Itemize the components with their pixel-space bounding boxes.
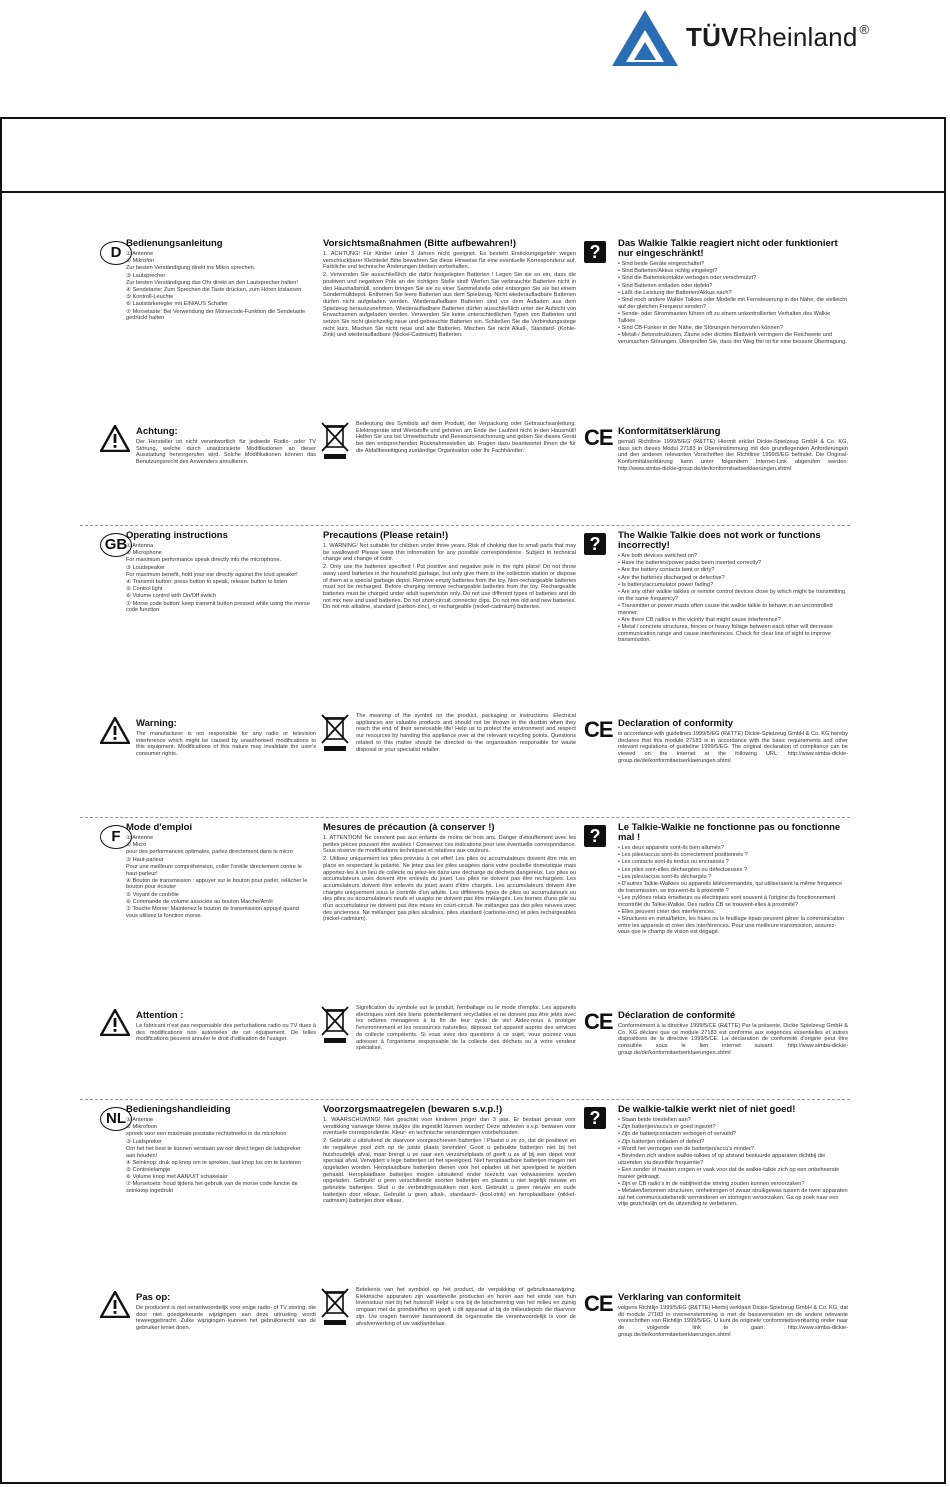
instruction-item: ⑦ Morsetaste: Bei Verwendung der Morsecode-Funktion die Sendetaste gedrückt halten [126, 308, 306, 322]
troubleshooting-item: • Sind Batterien entladen oder defekt? [618, 282, 713, 289]
troubleshooting-item: • Staan beide toestellen aan? [618, 1117, 691, 1123]
troubleshooting [618, 823, 848, 937]
warning-triangle-icon [100, 717, 130, 744]
declaration-of-conformity [618, 427, 848, 474]
disposal-notice [356, 713, 576, 754]
declaration-of-conformity [618, 1011, 848, 1058]
conformity-title: Konformitätserklärung [618, 426, 721, 437]
crossed-bin-icon [320, 1005, 350, 1045]
instruction-item: ⑦ Morsetoets: houd tijdens het gebruik van de morse code functie de seinknop ingedrukt [126, 1181, 298, 1195]
crossed-bin-icon [320, 713, 350, 753]
troubleshooting [618, 531, 848, 645]
troubleshooting-title: The Walkie Talkie does not work or functions incorrectly! [618, 530, 821, 551]
troubleshooting-item: • D'autres Talkie-Walkies ou appareils télécommandés, qui utiliseraient la même fréquence de transmission, se trouvent-ils à proximité ? [618, 881, 843, 894]
language-section-gb [80, 529, 850, 814]
instruction-item: Zur besten Verständigung das Ohr direkt an den Lautsprecher halten! [126, 279, 298, 286]
troubleshooting-item: • Structures en métal/béton, les haies ou le feuillage épais peuvent gêner la communication entre les appareils et créer des interférences. Pour une meilleure transmission, assurez-vous que le champ de vision est dégagé. [618, 916, 845, 936]
troubleshooting-item: • Are the battery contacts bent or dirty? [618, 567, 715, 574]
warning-title: Achtung: [136, 426, 178, 437]
instruction-item: ② Mikrofon [126, 258, 155, 265]
troubleshooting [618, 1105, 848, 1209]
instruction-item: ⑤ Controlelampje [126, 1166, 171, 1173]
troubleshooting-item: • Metal / concrete structures, fences or heavy foliage between each other will decrease communication range and cause interferences. Check for clear line of sight to improve transmission. [618, 624, 833, 644]
troubleshooting-item: • Wordt het vermogen van de batterijen/accu's minder? [618, 1145, 755, 1152]
troubleshooting-item: • Sind CB-Funker in der Nähe, die Störungen hervorrufen können? [618, 324, 783, 331]
tuv-triangle-logo-icon [610, 8, 680, 68]
troubleshooting-item: • Are both devices switched on? [618, 553, 698, 559]
ce-mark-icon: CE [584, 1009, 613, 1034]
warning-title: Pas op: [136, 1292, 171, 1303]
troubleshooting-title: Le Talkie-Walkie ne fonctionne pas ou fonctionne mal ! [618, 822, 841, 843]
troubleshooting-item: • Are any other walkie talkies or remote control devices close by which might be transmitting on the same frequency? [618, 589, 846, 602]
question-icon: ? [584, 825, 606, 847]
country-code-badge: F [100, 825, 132, 849]
instruction-item: ⑤ Kontroll-Leuchte [126, 294, 174, 301]
instruction-item: ⑥ Volume control with On/Off switch [126, 593, 217, 600]
instruction-item: ② Microphone [126, 550, 162, 557]
instruction-item: ③ Haut-parleur [126, 856, 164, 863]
troubleshooting-title: De walkie-talkie werkt niet of niet goed! [618, 1104, 796, 1115]
troubleshooting-item: • Zijn batterijen ontladen of defect? [618, 1138, 705, 1145]
brand-name: TÜVRheinland ® [686, 22, 870, 52]
operating-instructions [126, 239, 311, 323]
instruction-item: ③ Lautsprecher [126, 272, 166, 279]
operating-instructions [126, 531, 311, 615]
instruction-item: ④ Sendetaste: Zum Sprechen die Taste drücken, zum Hören loslassen [126, 287, 302, 294]
document-frame-header [2, 119, 944, 193]
troubleshooting-item: • Les piles/accus sont-ils correctement positionnés ? [618, 852, 748, 859]
declaration-of-conformity [618, 1293, 848, 1340]
country-code-badge: GB [100, 533, 132, 557]
instruction-item: ⑥ Lautstärkeregler mit EIN/AUS Schalter [126, 301, 229, 308]
instruction-item: Om het het best te kunnen verstaan uw oor direct tegen de luidspreker aan houden! [126, 1145, 301, 1159]
disposal-notice [356, 421, 576, 456]
section-divider [80, 817, 850, 818]
troubleshooting-item: • Metall-/ Betonstrukturen, Zäune oder dichtes Blattwerk verringern die Reichweite und verursachen Störungen. Überprüfen Sie, dass der Weg frei ist für eine bessere Übertragung. [618, 332, 847, 345]
operating-instructions [126, 823, 311, 920]
precautions-title: Vorsichtsmaßnahmen (Bitte aufbewahren!) [323, 238, 517, 249]
instruction-item: Pour une meilleure compréhension, coller l'oreille directement contre le haut-parleur! [126, 863, 302, 877]
instruction-item: ⑦ Touche Morse: Maintenez le bouton de transmission appuyé quand vous utilisez la fonction morse. [126, 906, 299, 919]
section-divider [80, 1099, 850, 1100]
precaution-item: 1. WARNING! Not suitable for children under three years. Risk of choking due to small parts that may be swallowed! Please keep this information for any possible correspondence. Subject to technical change and change of color. [323, 543, 576, 563]
warning-text: The manufacturer is not responsible for any radio or television interference which might be caused by unauthorised modifications to this equipment. Modifications of this nature may invalidate the user's consumer rights. [136, 731, 316, 758]
conformity-title: Declaration of conformity [618, 718, 734, 729]
precaution-item: 2. Utilisez uniquement les piles prévues à cet effet! Les piles ou accumulateurs doivent être mis en place en respectant la polarité. Ne jetez pas les piles usagées dans votre poubelle domestique mais apportez-les à un lieu de collecte ou jetez-les dans une décharge de déchets dangereux. Les piles ou accumulateurs usés doivent être enlevés du jouet. Les piles ne doivent pas être rechargées. Les accumulateurs doivent être enlevés du jouet avant d'être chargés. Les accumulateurs doivent être chargés uniquement sous le contrôle d'un adulte. Les différents types de piles ou accumulateurs ou des piles ou accumulateurs neufs et usagés ne doivent pas être mélangés. Les bornes d'une pile ou d'un accumulateur ne doivent pas être mises en court-circuit. Ne mélangez pas des piles neuves avec des anciennes. Ne mélangez pas piles alcalines, piles standard (carbone-zinc) et piles rechargeables (nickel-cadmium). [323, 856, 576, 923]
precautions [323, 531, 576, 612]
troubleshooting-item: • Een zender of masten zorgen er vaak voor dat de walkie-talkie zich op een onbeheerste manier gedraagt. [618, 1166, 840, 1180]
troubleshooting-item: • Les piles sont-elles déchargées ou défectueuses ? [618, 866, 748, 873]
instructions-title: Mode d'emploi [126, 822, 193, 833]
warning-notice [136, 427, 316, 467]
instruction-item: spreek voor een maximale prestatie rechtstreeks in de microfoon [126, 1131, 287, 1138]
conformity-text: in accordance with guidelines 1999/5/EG (R&TTE) Dickie-Spielzeug GmbH & Co. KG hereby declares that this module 27183 is in accordance with the basic requirements and other relevant regulations of guideline 1999/5/EG. The original declaration of compliance can be viewed on the Internet at the following URL: http://www.simba-dickie-group.de/de/konformitaetserklaerungen.shtml [618, 731, 848, 764]
troubleshooting-item: • Are there CB radios in the vicinity that might cause interference? [618, 616, 781, 623]
disposal-text: Bedeutung des Symbols auf dem Produkt, der Verpackung oder Gebrauchsanleitung. Elektrogeräte sind Wertstoffe und gehören am Ende der Laufzeit nicht in den Hausmüll! Helfen Sie uns bei Umweltschutz und Ressourcenschonung und geben Sie dieses Gerät bei den entsprechenden Rücknahmestellen ab. Fragen dazu beantwortet Ihnen die für die Abfallbeseitigung zuständige Organisation oder Ihr Fachhändler. [356, 421, 576, 454]
conformity-text: gemäß Richtlinie 1999/5/EG (R&TTE) Hiermit erklärt Dickie-Spielzeug GmbH & Co. KG, dass sich dieses Modul 27183 in Übereinstimmung mit den grundlegenden Anforderungen und den anderen relevanten Vorschriften der Richtlinie 1999/5/EG befindet. Die Original-Konformitätserklärung kann unter folgendem Internet-Link abgerufen werden: http://www.simba-dickie-group.de/de/konformitaetserklaerungen.shtml [618, 439, 848, 472]
instruction-item: ① Antenne [126, 835, 154, 841]
precautions-title: Mesures de précaution (à conserver !) [323, 822, 495, 833]
precaution-item: 2. Only use the batteries specified ! Put positive and negative pole in the right place! Do not throw away used batteries in the household garbage, but only give them to the collection station or dispose of them at a special garbage depot. Remove empty batteries from the toy. Non-rechargeable batteries must not be recharged. Before charging remove rechargeable batteries from the toy. Rechargeable batteries must be charged under adult supervision only. Do not use different types of batteries and do not mix new and used batteries. Do not short-circuit connecter clips. Do not mix old and new batteries. Do not mix alkaline, standard (carbon-zinc), or rechargeable (nickel-cadmium) batteries. [323, 564, 576, 611]
instruction-item: ⑤ Control light [126, 586, 163, 593]
troubleshooting-item: • Sind noch andere Walkie Talkies oder Modelle mit Fernsteuerung in der Nähe, die vielleicht auf der gleichen Frequenz senden? [618, 297, 847, 310]
warning-text: Der Hersteller ist nicht verantwortlich für jedwede Radio- oder TV Störung, welche durch unautorisierte Modifikationen an dieser Ausstattung hervorgerufen wird. Solche Modifikationen können das Benutzungsrecht des Anwenders annullieren. [136, 439, 316, 466]
ce-mark-icon: CE [584, 425, 613, 450]
troubleshooting-item: • Have the batteries/power packs been inserted correctly? [618, 560, 762, 567]
precaution-item: 1. ACHTUNG! Für Kinder unter 3 Jahren nicht geeignet. Es besteht Erstickungsgefahr wegen verschluckbarer Kleinteile! Bitte bewahren Sie diese Hinweise für eine eventuelle Korrespondenz auf. Farbliche und technische Änderungen bleiben vorbehalten. [323, 251, 576, 271]
language-section-d [80, 237, 850, 522]
troubleshooting-item: • Les contacts sont-ils tordus ou encrassés ? [618, 859, 729, 866]
troubleshooting-item: • Les piles/accus sont-ils déchargés ? [618, 873, 712, 880]
troubleshooting-item: • Sind Batterien/Akkus richtig eingelegt? [618, 268, 718, 275]
troubleshooting-item: • Les deux appareils sont-ils bien allumés? [618, 845, 724, 851]
disposal-text: Betekenis van het symbool op het product, de verpakking of gebruiksaanwijzing. Elektrische apparaten zijn waardevolle producten en horen aan het einde van hun levensduur niet bij het huisvuil! Helpt u ons bij de bescherming van het milieu en zuinig omgaan met de grondstoffen en geeft u dit apparaat af bij de milieudepots die daarvoor zijn. Uw vragen hierover beantwoordt de organisatie die verantwoordelijk is voor de afvalverwerking of uw vakhandelaar. [356, 1287, 576, 1327]
warning-triangle-icon [100, 425, 130, 452]
conformity-title: Verklaring van conformiteit [618, 1292, 741, 1303]
ce-mark-icon: CE [584, 717, 613, 742]
disposal-text: The meaning of the symbol on the product, packaging or instructions. Electrical appliances are valuable products and should not be thrown in the dustbin when they reach the end of their serviceable life! Help us to protect the environment and respect our resources by handing this appliance over at the relevant recycling points. Questions related to this matter should be directed to the organisation responsible for waste disposal or your specialist retailer. [356, 713, 576, 753]
precaution-item: 2. Gebruikt u uitsluitend de daarvoor voorgeschreven batterijen ! Plaatst u ze zo, dat de positieve en de negatieve pool zich op de juiste plaats bevinden! Gooit u gebruikte batterijen niet bij het huishoudelijk afval, maar brengt u ze naar een verzamelplaats of geeft u ze af bij een depot voor speciaal afval. Verwijdert u lege batterijen uit het speelgoed. Niet heroplaadbare batterijen mogen niet opgeladen worden. Heroplaadbare batterijen dienen voor het opladen uit het speelgoed te worden gehaald. Heroplaadbare batterijen mogen uitsluitend onder toezicht van volwassenen worden opgeladen. Gebruikt u geen verschillende soorten batterijen en plaatst u niet tegelijk nieuwe en gebruikte batterijen. Sluit u de verbindingsstukken niet kort. Gebruikt u geen nieuwe en oude batterijen door elkaar. Gebruikt u geen alkali-, standaard- (kool-zink) en heroplaadbare (nikkel-cadmium) batterijen door elkaar. [323, 1138, 576, 1205]
ce-mark-icon: CE [584, 1291, 613, 1316]
instruction-sheet [80, 237, 850, 1407]
precautions [323, 1105, 576, 1206]
warning-notice [136, 1293, 316, 1333]
instruction-item: ④ Transmit button: press button to speak, release button to listen [126, 579, 288, 586]
declaration-of-conformity [618, 719, 848, 766]
troubleshooting-item: • Are the batteries discharged or defective? [618, 574, 725, 581]
instruction-item: ① Antenne [126, 251, 154, 257]
country-code-badge: D [100, 241, 132, 265]
instruction-item: ⑥ Commande de volume associée au bouton Marche/Arrêt [126, 898, 273, 905]
precaution-item: 1. WAARSCHUWING! Niet geschikt voor kinderen jonger dan 3 jaar. Er bestaat gevaar voor verstikking vanwege kleine stukjes die ingeslikt kunnen worden! Deze adviezen s.v.p. bewaren voor eventuele correspondentie. Kleur- en technische veranderingen voorbehouden. [323, 1117, 576, 1137]
conformity-text: Conformément à la directive 1999/5/CE (R&TTE) Par la présente, Dickie Spielzeug GmbH & Co. KG déclare que ce module 27183 est conforme aux exigences essentielles et autres dispositions de la directive 1999/5/CE. La déclaration de conformité d'origine peut être consultée sous le lien internet suivant: http://www.simba-dickie-group.de/de/konformitaetserklaerungen.shtml [618, 1023, 848, 1056]
warning-title: Attention : [136, 1010, 184, 1021]
question-icon: ? [584, 533, 606, 555]
instruction-item: ① Antenna [126, 543, 154, 549]
instruction-item: ⑦ Morse code button: keep transmit button pressed while using the morse code function [126, 600, 310, 614]
conformity-text: volgens Richtlijn 1999/5/EG (R&TTE) Hierbij verklaart Dickie-Spielzeug GmbH & Co. KG, dat dit module 27183 in overeenstemming is met de basisvereisten en de andere relevante voorschriften van Richtlijn 1999/5/EG. U kunt de originele conformiteitsverklaring onder naar de volgende link te gaan: http://www.simba-dickie-group.de/de/konformitaetserklaerungen.shtml [618, 1305, 848, 1338]
instruction-item: ② Micro [126, 842, 147, 849]
instruction-item: For maximum performance speak directly into the microphone. [126, 557, 282, 564]
troubleshooting-item: • Is battery/accumulator power fading? [618, 581, 714, 588]
instructions-title: Bedienungsanleitung [126, 238, 223, 249]
precaution-item: 1. ATTENTION! Ne convient pas aux enfants de moins de trois ans. Danger d'étouffement avec les petites pièces pouvant être avalées ! Conservez ces indications pour une éventuelle correspondance. Sous réserve de modifications techniques et relatives aux couleurs. [323, 835, 576, 855]
troubleshooting-item: • Elles peuvent créer des interférences. [618, 908, 716, 915]
instruction-item: ⑥ Volume knop met AAN/UIT schakelaar [126, 1174, 228, 1181]
troubleshooting-item: • Zijn er CB radio's in de nabijheid die storing zouden kunnen veroorzaken? [618, 1180, 805, 1187]
instruction-item: pour des performances optimales, parlez directement dans le micro [126, 849, 293, 856]
instructions-title: Operating instructions [126, 530, 228, 541]
troubleshooting-item: • Transmitter or power masts often cause the walkie talkie to behave in an uncontrolled manner. [618, 602, 833, 616]
disposal-notice [356, 1287, 576, 1328]
precaution-item: 2. Verwenden Sie ausschließlich die dafür festgelegten Batterien ! Legen Sie sie so ein, dass die positiven und negativen Pole an der richtigen Stelle sind! Werfen Sie verbrauchte Batterien nicht in den Haushaltsmüll, sondern bringen Sie sie zu einer Sammelstelle oder entsorgen Sie sie bei einem Sondermülldepot. Entfernen Sie leere Batterien aus dem Spielzeug. Nicht wiederaufladbare Batterien dürfen nicht aufgeladen werden. Wiederaufladbare Batterien sind vor dem Aufladen aus dem Spielzeug herauszunehmen. Wiederaufladbare Batterien dürfen ausschließlich unter der Aufsicht von Erwachsenen aufgeladen werden. Verwenden Sie keine unterschiedlichen Typen von Batterien und setzen Sie nicht gleichzeitig neue und gebrauchte Batterien ein. Schließen Sie die Verbindungsstege nicht kurz. Mischen Sie nicht neue und alte Batterien. Mischen Sie nicht Alkali-, Standard- (Kohle-Zink) und wiederaufladbare (Nickel-Cadmium) Batterien. [323, 272, 576, 339]
operating-instructions [126, 1105, 311, 1195]
language-section-nl [80, 1103, 850, 1388]
precautions [323, 239, 576, 340]
instruction-item: ⑤ Voyant de contrôle [126, 891, 179, 898]
section-divider [80, 525, 850, 526]
instruction-item: For maximum benefit, hold your ear directly against the loud speaker! [126, 571, 298, 578]
troubleshooting-title: Das Walkie Talkie reagiert nicht oder funktioniert nur eingeschränkt! [618, 238, 838, 259]
instruction-item: ③ Luidspreker [126, 1138, 162, 1145]
troubleshooting-item: • Zijn de batterijcontacten verbogen of vervuild? [618, 1131, 736, 1138]
warning-notice [136, 1011, 316, 1044]
conformity-title: Déclaration de conformité [618, 1010, 736, 1021]
warning-text: De producent is niet verantwoordelijk voor enige radio- of TV storing, die door niet goedgekeurde wijzigingen aan deze uitrusting wordt teweeggebracht. Zulke wijzigingen kunnen het gebruiksrecht van de gebruiker teniet doen. [136, 1305, 316, 1332]
question-icon: ? [584, 241, 606, 263]
instruction-item: ② Mikrofoon [126, 1124, 158, 1131]
precautions-title: Voorzorgsmaatregelen (bewaren s.v.p.!) [323, 1104, 503, 1115]
disposal-notice [356, 1005, 576, 1053]
troubleshooting-item: • Metalen/betonnen structuren, omheiningen of zwaar struikgewas tussen de twee apparaten zal het communicatiebereik verminderen en storingen veroorzaken. Ga op zoek naar een vrije gezichtslijn om de uitzending te verbeteren. [618, 1188, 848, 1208]
troubleshooting-item: • Sende- oder Strommasten führen oft zu einem unkontrollierten Verhalten des Walkie Talkies [618, 310, 831, 324]
troubleshooting-item: • Läßt die Leistung der Batterien/Akkus nach? [618, 289, 732, 296]
precautions [323, 823, 576, 924]
question-icon: ? [584, 1107, 606, 1129]
disposal-text: Signification du symbole sur le produit, l'emballage ou le mode d'emploi. Les appareils électriques sont des biens potentiellement recyclables et ne doivent pas être jetés avec les ordures ménagères à la fin de leur cycle de vie! Aidez-nous à protéger l'environnement et les ressources naturelles, déposez cet appareil auprès des services de collecte compétents. Si vous avez des questions à ce sujet, vous pouvez vous adresser à l'organisme responsable de la collecte des déchets ou à votre vendeur spécialisé. [356, 1005, 576, 1052]
instructions-title: Bedieningshandleiding [126, 1104, 231, 1115]
instruction-item: ④ Seinknop: druk op knop om te spreken, laat knop los om te luisteren [126, 1159, 302, 1166]
country-code-badge: NL [100, 1107, 132, 1131]
instruction-item: ④ Bouton de transmission : appuyer sur le bouton pour parler, relâcher le bouton pour écouter [126, 877, 308, 891]
troubleshooting-item: • Bevinden zich andere walkie-talkies of op afstand bestuurde apparaten dichtbij die uitzenden via dezelfde frequentie? [618, 1153, 826, 1166]
troubleshooting-item: • Sind die Batteriekontakte verbogen oder verschmutzt? [618, 275, 757, 282]
troubleshooting-item: • Sind beide Geräte eingeschaltet? [618, 261, 705, 267]
crossed-bin-icon [320, 421, 350, 461]
troubleshooting-item: • Les pylônes relais émetteurs ou électriques sont souvent à l'origine du fonctionnement incontrôlé du Talkie-Walkie. Des radios CB se trouvent-elles à proximité? [618, 894, 836, 908]
crossed-bin-icon [320, 1287, 350, 1327]
instruction-item: ① Antenne [126, 1117, 154, 1123]
warning-triangle-icon [100, 1291, 130, 1318]
warning-notice [136, 719, 316, 759]
troubleshooting-item: • Zijn batterijen/accu's er goed ingezet? [618, 1124, 716, 1131]
instruction-item: ③ Loudspeaker [126, 564, 165, 571]
language-section-f [80, 821, 850, 1106]
warning-title: Warning: [136, 718, 177, 729]
warning-text: Le fabricant n'est pas responsable des perturbations radio ou TV dues à des modifications non autorisées de cet équipement. De telles modifications peuvent annuler le droit d'utilisation de l'usager. [136, 1023, 316, 1043]
warning-triangle-icon [100, 1009, 130, 1036]
troubleshooting [618, 239, 848, 346]
precautions-title: Precautions (Please retain!) [323, 530, 449, 541]
instruction-item: Zur besten Verständigung direkt ins Mikro sprechen. [126, 265, 256, 272]
